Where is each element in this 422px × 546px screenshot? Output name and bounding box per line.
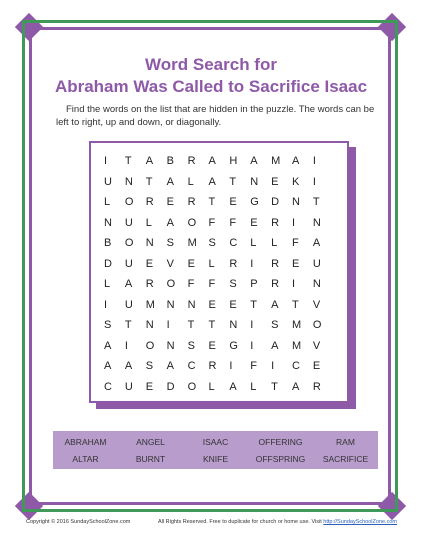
grid-letter: R (145, 278, 154, 290)
page-subtitle: Abraham Was Called to Sacrifice Isaac (54, 77, 368, 96)
grid-letter: C (187, 360, 196, 372)
grid-letter: O (124, 237, 134, 249)
grid-letter: I (312, 155, 316, 167)
grid-letter: F (292, 237, 299, 249)
grid-letter: M (292, 319, 302, 331)
grid-letter: U (312, 257, 321, 270)
grid-letter: U (124, 380, 133, 393)
grid-letter: C (292, 360, 300, 372)
word-list-item: OFFSPRING (255, 453, 306, 464)
grid-letter: O (166, 278, 176, 290)
grid-letter: I (124, 339, 128, 352)
word-list-item: KNIFE (202, 453, 229, 464)
grid-letter: D (166, 380, 175, 393)
grid-letter: E (187, 257, 195, 270)
grid-letter: P (250, 278, 258, 290)
grid-letter: I (166, 319, 170, 331)
grid-letter: M (271, 155, 281, 167)
grid-letter: A (166, 175, 175, 188)
word-list-item: ABRAHAM (64, 436, 107, 447)
grid-letter: C (229, 237, 238, 249)
grid-letter: F (250, 360, 257, 372)
grid-letter: I (250, 339, 254, 352)
grid-letter: N (145, 319, 154, 331)
grid-letter: S (229, 278, 237, 290)
grid-letter: M (187, 237, 197, 249)
copyright: Copyright © 2016 SundaySchoolZone.com (26, 519, 131, 525)
grid-letter: F (229, 216, 237, 229)
grid-letter: A (250, 155, 258, 167)
word-list-item: ISAAC (202, 436, 229, 447)
word-list-item: ANGEL (136, 436, 165, 447)
grid-letter: E (208, 339, 216, 352)
grid-letter: N (124, 175, 133, 188)
grid-letter: N (229, 319, 238, 331)
grid-letter: L (104, 278, 111, 290)
site-link[interactable]: http://SundaySchoolZone.com (323, 519, 397, 525)
grid-letter: O (312, 319, 322, 331)
grid-letter: N (250, 175, 259, 188)
word-list-item: OFFERING (258, 436, 303, 447)
grid-letter: G (229, 339, 238, 352)
grid-letter: M (145, 298, 155, 311)
letter-grid (104, 151, 344, 397)
grid-letter: T (250, 298, 257, 311)
grid-letter: A (292, 155, 300, 167)
grid-letter: U (124, 257, 133, 270)
grid-letter: R (271, 257, 280, 270)
grid-letter: B (166, 155, 175, 167)
grid-letter: T (145, 175, 153, 188)
grid-letter: D (104, 257, 112, 270)
grid-letter: S (187, 339, 195, 352)
grid-letter: A (208, 175, 216, 188)
grid-letter: R (187, 196, 196, 208)
grid-letter: A (271, 339, 279, 352)
grid-letter: L (250, 237, 257, 249)
grid-letter: S (208, 237, 216, 249)
grid-letter: A (166, 360, 175, 372)
grid-letter: A (292, 380, 300, 393)
grid-letter: L (187, 175, 194, 188)
grid-letter: L (208, 257, 215, 270)
word-list-item: SACRIFICE (322, 453, 369, 464)
grid-letter: E (166, 196, 175, 208)
grid-letter: S (104, 319, 112, 331)
grid-letter: A (312, 237, 321, 249)
grid-letter: E (229, 298, 237, 311)
rights-text: All Rights Reserved. Free to duplicate for church or home use. Visit (158, 519, 322, 525)
grid-letter: T (312, 196, 320, 208)
grid-letter: R (187, 155, 196, 167)
grid-letter: E (292, 257, 300, 270)
grid-letter: L (145, 216, 152, 229)
grid-letter: L (208, 380, 215, 393)
grid-letter: T (187, 319, 195, 331)
grid-letter: N (166, 339, 175, 352)
grid-letter: S (271, 319, 279, 331)
grid-letter: F (187, 278, 195, 290)
grid-letter: R (145, 196, 154, 208)
grid-letter: F (208, 216, 216, 229)
grid-letter: N (312, 216, 321, 229)
grid-letter: L (104, 196, 111, 208)
grid-letter: E (250, 216, 258, 229)
grid-letter: T (208, 319, 216, 331)
grid-letter: C (104, 380, 112, 393)
grid-letter: T (292, 298, 299, 311)
grid-letter: U (124, 216, 133, 229)
grid-letter: G (250, 196, 259, 208)
grid-letter: O (187, 216, 197, 229)
grid-letter: A (104, 360, 112, 372)
grid-letter: T (124, 319, 132, 331)
grid-letter: A (124, 278, 133, 290)
grid-letter: E (229, 196, 237, 208)
grid-letter: N (104, 216, 112, 229)
word-list (53, 431, 378, 469)
grid-letter: I (271, 360, 275, 372)
grid-letter: O (145, 339, 155, 352)
grid-letter: R (271, 216, 280, 229)
grid-letter: V (312, 339, 321, 352)
grid-letter: M (292, 339, 302, 352)
grid-letter: R (271, 278, 280, 290)
grid-letter: L (271, 237, 278, 249)
grid-letter: I (104, 155, 108, 167)
grid-letter: E (145, 380, 154, 393)
footer-note (158, 519, 397, 525)
grid-letter: U (124, 298, 133, 311)
grid-letter: T (124, 155, 132, 167)
grid-letter: A (229, 380, 237, 393)
grid-letter: U (104, 175, 112, 188)
grid-letter: N (187, 298, 196, 311)
word-list-item: ALTAR (72, 453, 99, 464)
grid-letter: E (312, 360, 321, 372)
grid-letter: V (166, 257, 175, 270)
grid-letter: E (208, 298, 216, 311)
grid-letter: T (271, 380, 278, 393)
grid-letter: B (104, 237, 112, 249)
grid-letter: T (229, 175, 237, 188)
grid-letter: T (208, 196, 216, 208)
word-list-item: BURNT (135, 453, 166, 464)
grid-letter: L (250, 380, 257, 393)
grid-letter: A (271, 298, 279, 311)
grid-letter: E (271, 175, 279, 188)
grid-letter: R (312, 380, 321, 393)
grid-letter: S (145, 360, 154, 372)
grid-letter: F (208, 278, 216, 290)
grid-letter: S (166, 237, 175, 249)
grid-letter: I (312, 175, 316, 188)
grid-letter: V (312, 298, 321, 311)
grid-letter: A (145, 155, 154, 167)
instructions: Find the words on the list that are hidden in the puzzle. The words can be left to right, up and down, or diagonally. (56, 104, 375, 128)
grid-letter: O (187, 380, 197, 393)
grid-letter: D (271, 196, 280, 208)
grid-letter: I (229, 360, 233, 372)
word-list-item: RAM (336, 436, 355, 447)
grid-letter: R (208, 360, 217, 372)
grid-letter: I (292, 216, 296, 229)
grid-letter: A (104, 339, 112, 352)
grid-letter: E (145, 257, 154, 270)
grid-letter: A (124, 360, 133, 372)
grid-letter: N (292, 196, 300, 208)
grid-letter: N (312, 278, 321, 290)
grid-letter: A (208, 155, 216, 167)
page-title: Word Search for (145, 55, 277, 74)
grid-letter: I (250, 257, 254, 270)
grid-letter: N (145, 237, 154, 249)
grid-letter: N (166, 298, 175, 311)
grid-letter: O (124, 196, 134, 208)
grid-letter: H (229, 155, 238, 167)
grid-letter: I (104, 298, 108, 311)
grid-letter: R (229, 257, 238, 270)
grid-letter: A (166, 216, 175, 229)
grid-letter: I (292, 278, 296, 290)
grid-letter: K (292, 175, 300, 188)
grid-letter: I (250, 319, 254, 331)
